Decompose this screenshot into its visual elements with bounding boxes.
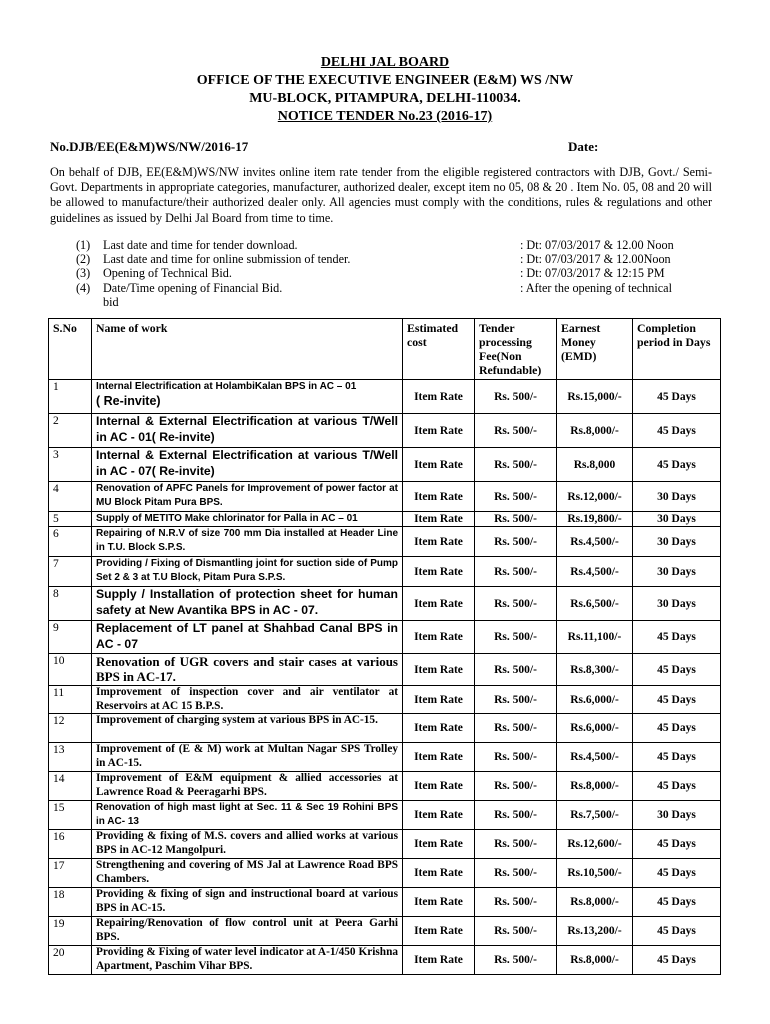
row-fee: Rs. 500/-: [475, 686, 557, 714]
row-emd: Rs.19,800/-: [557, 512, 633, 527]
row-period: 45 Days: [633, 414, 721, 448]
row-sno: 4: [49, 482, 92, 512]
table-row: [49, 414, 721, 448]
schedule-label: Last date and time for tender download.: [103, 238, 298, 252]
schedule-value: : Dt: 07/03/2017 & 12:15 PM: [520, 266, 665, 281]
row-sno: 9: [49, 621, 92, 654]
row-cost: Item Rate: [403, 448, 475, 482]
table-row: [49, 888, 721, 917]
header-sno: S.No: [49, 319, 92, 380]
row-work: Repairing/Renovation of flow control unit at Peera Garhi BPS.: [92, 917, 403, 946]
row-period: 45 Days: [633, 917, 721, 946]
table-header-row: [49, 319, 721, 380]
row-work: Supply / Installation of protection sheet for human safety at New Avantika BPS in AC - 07.: [92, 587, 403, 621]
row-period: 45 Days: [633, 772, 721, 801]
row-work: Renovation of UGR covers and stair cases at various BPS in AC-17.: [92, 654, 403, 686]
works-table: [48, 318, 721, 975]
row-emd: Rs.4,500/-: [557, 743, 633, 772]
header-tender-fee: Tender processing Fee(Non Refundable): [475, 319, 557, 380]
table-row: [49, 380, 721, 414]
table-row: [49, 654, 721, 686]
row-cost: Item Rate: [403, 946, 475, 975]
row-cost: Item Rate: [403, 714, 475, 743]
row-fee: Rs. 500/-: [475, 527, 557, 557]
row-fee: Rs. 500/-: [475, 917, 557, 946]
table-row: [49, 448, 721, 482]
row-cost: Item Rate: [403, 801, 475, 830]
row-emd: Rs.8,000/-: [557, 888, 633, 917]
row-sno: 1: [49, 380, 92, 414]
date-label: Date:: [568, 139, 599, 154]
table-row: [49, 482, 721, 512]
row-sno: 8: [49, 587, 92, 621]
reference-line: [50, 139, 710, 155]
row-sno: 3: [49, 448, 92, 482]
header-name-of-work: Name of work: [92, 319, 403, 380]
row-period: 45 Days: [633, 714, 721, 743]
office-name: OFFICE OF THE EXECUTIVE ENGINEER (E&M) WS /NW: [196, 73, 574, 88]
row-period: 45 Days: [633, 888, 721, 917]
row-work-text-2: ( Re-invite): [96, 394, 161, 408]
row-cost: Item Rate: [403, 380, 475, 414]
row-sno: 5: [49, 512, 92, 527]
schedule-value: : After the opening of technical: [520, 280, 672, 295]
row-emd: Rs.10,500/-: [557, 859, 633, 888]
row-emd: Rs.7,500/-: [557, 801, 633, 830]
header-estimated-cost: Estimated cost: [403, 319, 475, 380]
row-period: 30 Days: [633, 527, 721, 557]
row-fee: Rs. 500/-: [475, 859, 557, 888]
row-period: 45 Days: [633, 830, 721, 859]
row-work: Improvement of inspection cover and air ventilator at Reservoirs at AC 15 B.P.S.: [92, 686, 403, 714]
row-emd: Rs.8,000/-: [557, 414, 633, 448]
table-row: [49, 686, 721, 714]
row-work: Replacement of LT panel at Shahbad Canal BPS in AC - 07: [92, 621, 403, 654]
table-row: [49, 743, 721, 772]
row-sno: 13: [49, 743, 92, 772]
row-work: Providing & fixing of sign and instructional board at various BPS in AC-15.: [92, 888, 403, 917]
schedule-label-tail: bid: [103, 294, 119, 309]
row-work: Repairing of N.R.V of size 700 mm Dia installed at Header Line in T.U. Block S.P.S.: [92, 527, 403, 557]
row-cost: Item Rate: [403, 859, 475, 888]
row-emd: Rs.11,100/-: [557, 621, 633, 654]
row-sno: 18: [49, 888, 92, 917]
row-emd: Rs.15,000/-: [557, 380, 633, 414]
row-fee: Rs. 500/-: [475, 888, 557, 917]
row-work: [92, 380, 403, 414]
table-row: [49, 527, 721, 557]
row-work-text: Internal Electrification at HolambiKalan BPS in AC – 01: [96, 381, 357, 392]
row-cost: Item Rate: [403, 414, 475, 448]
row-period: 30 Days: [633, 801, 721, 830]
row-cost: Item Rate: [403, 686, 475, 714]
org-name: DELHI JAL BOARD: [320, 55, 450, 70]
header-completion-period: Completion period in Days: [633, 319, 721, 380]
notice-header: [0, 54, 770, 126]
reference-number: No.DJB/EE(E&M)WS/NW/2016-17: [50, 139, 249, 154]
row-fee: Rs. 500/-: [475, 587, 557, 621]
row-work: Providing / Fixing of Dismantling joint for suction side of Pump Set 2 & 3 at T.U Block, Pitam Pura S.P.S.: [92, 557, 403, 587]
row-fee: Rs. 500/-: [475, 714, 557, 743]
row-emd: Rs.8,000/-: [557, 772, 633, 801]
row-work: Supply of METITO Make chlorinator for Palla in AC – 01: [92, 512, 403, 527]
row-sno: 20: [49, 946, 92, 975]
intro-paragraph: On behalf of DJB, EE(E&M)WS/NW invites online item rate tender from the eligible registered contractors with DJB, Govt./ Semi-Govt. Departments in appropriate categories, manufacturer, authorized dealer, except item no 05, 08 & 20 . Item No. 05, 08 and 20 will be allowed to manufacture/their authorized dealer only. All agencies must comply with the conditions, rules & regulations and other guidelines as issued by Delhi Jal Board from time to time.: [50, 165, 712, 225]
row-sno: 14: [49, 772, 92, 801]
row-work: Providing & Fixing of water level indicator at A-1/450 Krishna Apartment, Paschim Vihar BPS.: [92, 946, 403, 975]
table-row: [49, 557, 721, 587]
row-cost: Item Rate: [403, 621, 475, 654]
row-emd: Rs.12,600/-: [557, 830, 633, 859]
row-period: 45 Days: [633, 621, 721, 654]
row-fee: Rs. 500/-: [475, 482, 557, 512]
row-period: 45 Days: [633, 946, 721, 975]
row-work: Improvement of (E & M) work at Multan Nagar SPS Trolley in AC-15.: [92, 743, 403, 772]
schedule-label: Opening of Technical Bid.: [103, 266, 232, 281]
row-sno: 11: [49, 686, 92, 714]
row-fee: Rs. 500/-: [475, 772, 557, 801]
row-cost: Item Rate: [403, 512, 475, 527]
schedule-row: [76, 238, 716, 252]
row-emd: Rs.4,500/-: [557, 557, 633, 587]
row-work: Renovation of APFC Panels for Improvement of power factor at MU Block Pitam Pura BPS.: [92, 482, 403, 512]
table-row: [49, 512, 721, 527]
row-work: Providing & fixing of M.S. covers and allied works at various BPS in AC-12 Mangolpuri.: [92, 830, 403, 859]
row-fee: Rs. 500/-: [475, 946, 557, 975]
row-period: 30 Days: [633, 557, 721, 587]
row-fee: Rs. 500/-: [475, 801, 557, 830]
row-work: Improvement of charging system at various BPS in AC-15.: [92, 714, 403, 743]
row-cost: Item Rate: [403, 772, 475, 801]
table-row: [49, 859, 721, 888]
table-row: [49, 830, 721, 859]
row-fee: Rs. 500/-: [475, 380, 557, 414]
row-fee: Rs. 500/-: [475, 414, 557, 448]
row-sno: 17: [49, 859, 92, 888]
row-cost: Item Rate: [403, 888, 475, 917]
row-fee: Rs. 500/-: [475, 743, 557, 772]
row-work: Internal & External Electrification at various T/Well in AC - 01( Re-invite): [92, 414, 403, 448]
schedule-row-continuation: [76, 295, 716, 309]
row-period: 45 Days: [633, 686, 721, 714]
row-period: 45 Days: [633, 743, 721, 772]
row-period: 30 Days: [633, 587, 721, 621]
table-row: [49, 714, 721, 743]
row-sno: 16: [49, 830, 92, 859]
row-sno: 7: [49, 557, 92, 587]
row-sno: 2: [49, 414, 92, 448]
row-emd: Rs.6,500/-: [557, 587, 633, 621]
row-cost: Item Rate: [403, 654, 475, 686]
row-period: 45 Days: [633, 654, 721, 686]
office-address: MU-BLOCK, PITAMPURA, DELHI-110034.: [249, 91, 521, 106]
row-emd: Rs.6,000/-: [557, 714, 633, 743]
row-work: Renovation of high mast light at Sec. 11 & Sec 19 Rohini BPS in AC- 13: [92, 801, 403, 830]
table-row: [49, 772, 721, 801]
schedule-number: (4): [76, 280, 91, 295]
row-sno: 15: [49, 801, 92, 830]
table-row: [49, 587, 721, 621]
row-fee: Rs. 500/-: [475, 557, 557, 587]
schedule-row: [76, 266, 716, 280]
schedule-row: [76, 281, 716, 295]
row-cost: Item Rate: [403, 830, 475, 859]
row-cost: Item Rate: [403, 557, 475, 587]
header-emd: Earnest Money (EMD): [557, 319, 633, 380]
row-cost: Item Rate: [403, 587, 475, 621]
row-fee: Rs. 500/-: [475, 512, 557, 527]
notice-title: NOTICE TENDER No.23 (2016-17): [277, 109, 493, 124]
row-emd: Rs.6,000/-: [557, 686, 633, 714]
schedule-label: Date/Time opening of Financial Bid.: [103, 280, 283, 295]
row-fee: Rs. 500/-: [475, 654, 557, 686]
tender-schedule: [76, 238, 716, 309]
schedule-number: (2): [76, 252, 91, 267]
table-row: [49, 917, 721, 946]
schedule-value: : Dt: 07/03/2017 & 12.00Noon: [520, 252, 671, 267]
table-row: [49, 946, 721, 975]
schedule-row: [76, 252, 716, 266]
row-period: 45 Days: [633, 448, 721, 482]
row-period: 45 Days: [633, 380, 721, 414]
row-work: Strengthening and covering of MS Jal at Lawrence Road BPS Chambers.: [92, 859, 403, 888]
schedule-label: Last date and time for online submission of tender.: [103, 252, 351, 267]
row-period: 30 Days: [633, 482, 721, 512]
row-fee: Rs. 500/-: [475, 830, 557, 859]
row-work: Internal & External Electrification at various T/Well in AC - 07( Re-invite): [92, 448, 403, 482]
schedule-number: (1): [76, 238, 91, 252]
row-emd: Rs.8,000: [557, 448, 633, 482]
row-emd: Rs.8,300/-: [557, 654, 633, 686]
row-sno: 10: [49, 654, 92, 686]
row-work: Improvement of E&M equipment & allied accessories at Lawrence Road & Peeragarhi BPS.: [92, 772, 403, 801]
row-emd: Rs.13,200/-: [557, 917, 633, 946]
schedule-number: (3): [76, 266, 91, 281]
schedule-value: : Dt: 07/03/2017 & 12.00 Noon: [520, 238, 674, 252]
table-row: [49, 801, 721, 830]
row-emd: Rs.12,000/-: [557, 482, 633, 512]
row-cost: Item Rate: [403, 743, 475, 772]
row-sno: 19: [49, 917, 92, 946]
row-sno: 6: [49, 527, 92, 557]
row-sno: 12: [49, 714, 92, 743]
row-period: 30 Days: [633, 512, 721, 527]
row-period: 45 Days: [633, 859, 721, 888]
row-emd: Rs.4,500/-: [557, 527, 633, 557]
row-cost: Item Rate: [403, 917, 475, 946]
row-fee: Rs. 500/-: [475, 621, 557, 654]
row-fee: Rs. 500/-: [475, 448, 557, 482]
row-cost: Item Rate: [403, 482, 475, 512]
table-row: [49, 621, 721, 654]
row-emd: Rs.8,000/-: [557, 946, 633, 975]
row-cost: Item Rate: [403, 527, 475, 557]
